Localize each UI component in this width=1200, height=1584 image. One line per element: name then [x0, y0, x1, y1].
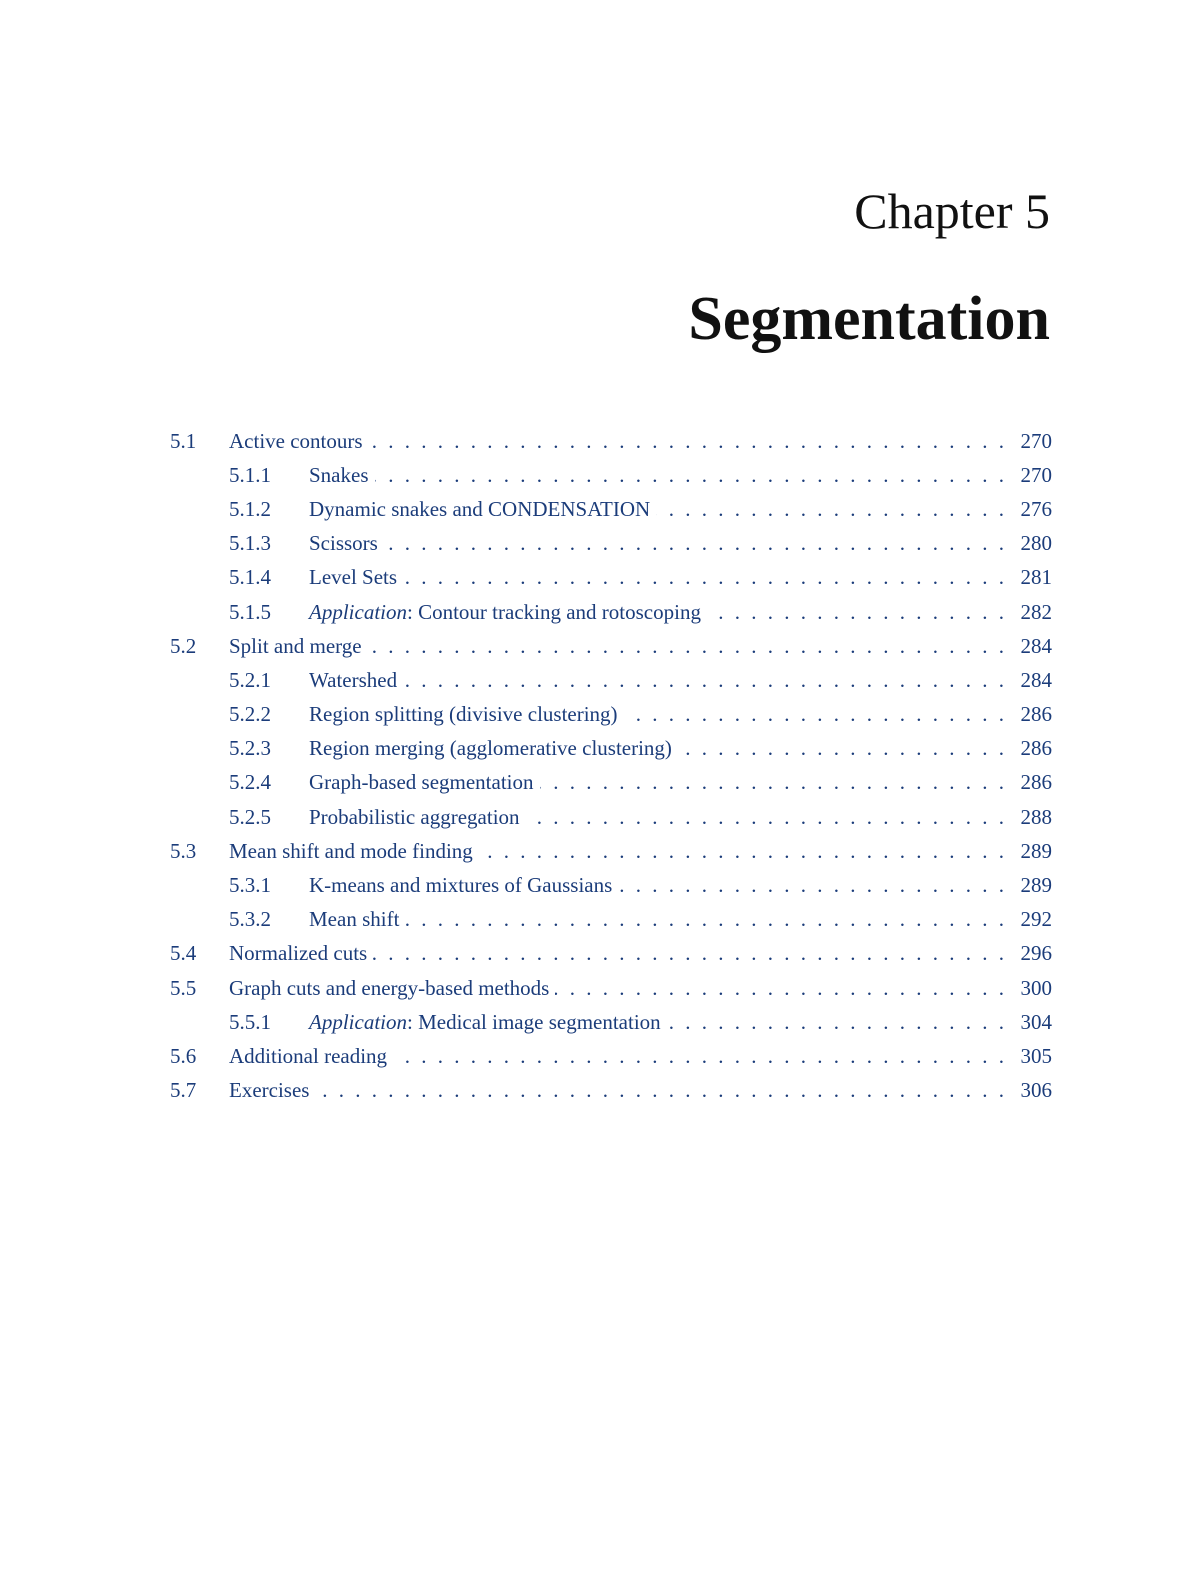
toc-entry-5-3[interactable] [170, 834, 1052, 868]
toc-dot-leader [555, 976, 1004, 1001]
toc-dot-leader [540, 770, 1004, 795]
toc-dot-leader [393, 1044, 1004, 1069]
toc-entry-number: 5.1.2 [229, 496, 271, 521]
toc-dot-leader [405, 907, 1004, 932]
toc-entry-title [229, 1044, 387, 1069]
toc-entry-title [229, 1078, 309, 1103]
toc-entry-title-prefix: Application [309, 599, 407, 624]
toc-dot-leader [678, 736, 1004, 761]
toc-entry-title-text: Graph cuts and energy-based methods [229, 975, 550, 1000]
toc-dot-leader [667, 1010, 1004, 1035]
toc-dot-leader [618, 873, 1004, 898]
toc-entry-title-text: Probabilistic aggregation [309, 804, 520, 829]
toc-entry-title-text: Level Sets [309, 565, 398, 590]
toc-entry-number: 5.2.5 [229, 804, 271, 829]
toc-entry-5-2-3[interactable] [170, 732, 1052, 766]
toc-entry-5-3-2[interactable] [170, 903, 1052, 937]
toc-entry-page-number: 276 [1020, 496, 1052, 521]
toc-entry-number: 5.5 [170, 975, 197, 1000]
toc-entry-number: 5.5.1 [229, 1009, 271, 1034]
toc-dot-leader [526, 805, 1004, 830]
toc-entry-page-number: 304 [1020, 1009, 1052, 1034]
toc-entry-number: 5.6 [170, 1043, 197, 1068]
toc-entry-title-text: Mean shift [309, 907, 400, 932]
toc-entry-page-number: 296 [1020, 941, 1052, 966]
toc-dot-leader [624, 702, 1004, 727]
toc-dot-leader [368, 634, 1004, 659]
toc-dot-leader [403, 565, 1004, 590]
table-of-contents [170, 424, 1052, 1108]
toc-entry-5-3-1[interactable] [170, 868, 1052, 902]
toc-entry-title [229, 634, 362, 659]
toc-entry-title [229, 429, 363, 454]
toc-entry-page-number: 288 [1020, 804, 1052, 829]
toc-entry-page-number: 280 [1020, 531, 1052, 556]
toc-entry-title [309, 600, 701, 625]
toc-dot-leader [479, 839, 1004, 864]
toc-entry-page-number: 289 [1020, 838, 1052, 863]
toc-entry-title [309, 805, 520, 830]
toc-entry-5-2[interactable] [170, 629, 1052, 663]
toc-entry-title-prefix: Application [309, 1009, 407, 1034]
toc-entry-page-number: 270 [1020, 428, 1052, 453]
toc-entry-title-text: Active contours [229, 428, 363, 453]
toc-entry-number: 5.4 [170, 941, 197, 966]
toc-entry-title-text: Dynamic snakes and CONDENSATION [309, 496, 651, 521]
toc-entry-title [309, 668, 397, 693]
toc-entry-title-text: Split and merge [229, 633, 362, 658]
toc-entry-title [309, 531, 378, 556]
toc-entry-5-1-1[interactable] [170, 458, 1052, 492]
toc-entry-5-7[interactable] [170, 1074, 1052, 1108]
toc-entry-number: 5.1.5 [229, 599, 271, 624]
toc-entry-title-text: Mean shift and mode finding [229, 838, 473, 863]
toc-entry-title-text: Scissors [309, 531, 378, 556]
toc-entry-title [309, 702, 618, 727]
toc-entry-5-2-4[interactable] [170, 766, 1052, 800]
toc-entry-title [309, 463, 369, 488]
toc-entry-title-text: Watershed [309, 667, 398, 692]
toc-entry-5-4[interactable] [170, 937, 1052, 971]
toc-dot-leader [373, 941, 1004, 966]
toc-entry-title-text: Normalized cuts [229, 941, 368, 966]
toc-entry-title-text: Region merging (agglomerative clustering) [309, 736, 672, 761]
toc-entry-5-2-2[interactable] [170, 698, 1052, 732]
toc-entry-page-number: 284 [1020, 667, 1052, 692]
toc-dot-leader [315, 1078, 1004, 1103]
toc-entry-title [309, 907, 399, 932]
toc-entry-5-1-4[interactable] [170, 561, 1052, 595]
toc-entry-page-number: 305 [1020, 1043, 1052, 1068]
toc-entry-5-5[interactable] [170, 971, 1052, 1005]
toc-entry-title-text: Additional reading [229, 1043, 388, 1068]
toc-entry-5-1-2[interactable] [170, 492, 1052, 526]
toc-entry-title-text: Graph-based segmentation [309, 770, 534, 795]
toc-entry-title [229, 839, 473, 864]
toc-entry-page-number: 300 [1020, 975, 1052, 1000]
toc-entry-page-number: 289 [1020, 873, 1052, 898]
chapter-title: Segmentation [688, 285, 1050, 353]
toc-entry-title-text: Snakes [309, 462, 369, 487]
toc-entry-title [309, 736, 672, 761]
toc-entry-title [309, 497, 650, 522]
chapter-label: Chapter 5 [854, 183, 1050, 239]
toc-entry-number: 5.2 [170, 633, 197, 658]
toc-entry-number: 5.2.3 [229, 736, 271, 761]
toc-entry-page-number: 270 [1020, 462, 1052, 487]
toc-entry-number: 5.1.3 [229, 531, 271, 556]
toc-entry-number: 5.7 [170, 1078, 197, 1103]
toc-dot-leader [384, 531, 1004, 556]
toc-dot-leader [375, 463, 1005, 488]
toc-entry-number: 5.2.2 [229, 702, 271, 727]
toc-entry-title-text: Exercises [229, 1078, 310, 1103]
toc-entry-5-2-5[interactable] [170, 800, 1052, 834]
toc-entry-page-number: 286 [1020, 770, 1052, 795]
toc-entry-number: 5.3.1 [229, 873, 271, 898]
toc-entry-5-2-1[interactable] [170, 663, 1052, 697]
toc-entry-title-text: : Medical image segmentation [407, 1009, 661, 1034]
toc-entry-title [309, 770, 534, 795]
toc-entry-page-number: 306 [1020, 1078, 1052, 1103]
toc-entry-title [309, 873, 612, 898]
toc-entry-5-1-3[interactable] [170, 527, 1052, 561]
toc-entry-number: 5.3 [170, 838, 197, 863]
toc-entry-page-number: 282 [1020, 599, 1052, 624]
toc-dot-leader [656, 497, 1004, 522]
toc-entry-title [309, 1010, 661, 1035]
toc-entry-title [229, 976, 549, 1001]
toc-entry-5-1[interactable] [170, 424, 1052, 458]
toc-entry-title [229, 941, 367, 966]
toc-entry-number: 5.1 [170, 428, 197, 453]
toc-dot-leader [707, 600, 1004, 625]
toc-entry-5-5-1[interactable] [170, 1005, 1052, 1039]
toc-entry-number: 5.3.2 [229, 907, 271, 932]
toc-entry-title-text: : Contour tracking and rotoscoping [407, 599, 701, 624]
toc-entry-page-number: 284 [1020, 633, 1052, 658]
toc-entry-number: 5.2.1 [229, 667, 271, 692]
toc-entry-page-number: 292 [1020, 907, 1052, 932]
toc-entry-title [309, 565, 397, 590]
toc-entry-number: 5.2.4 [229, 770, 271, 795]
toc-dot-leader [369, 429, 1004, 454]
toc-entry-5-1-5[interactable] [170, 595, 1052, 629]
toc-entry-title-text: Region splitting (divisive clustering) [309, 702, 618, 727]
toc-entry-page-number: 281 [1020, 565, 1052, 590]
toc-entry-number: 5.1.1 [229, 462, 271, 487]
toc-entry-page-number: 286 [1020, 736, 1052, 761]
toc-entry-title-text: K-means and mixtures of Gaussians [309, 873, 613, 898]
toc-entry-page-number: 286 [1020, 702, 1052, 727]
toc-dot-leader [403, 668, 1004, 693]
toc-entry-5-6[interactable] [170, 1039, 1052, 1073]
toc-entry-number: 5.1.4 [229, 565, 271, 590]
